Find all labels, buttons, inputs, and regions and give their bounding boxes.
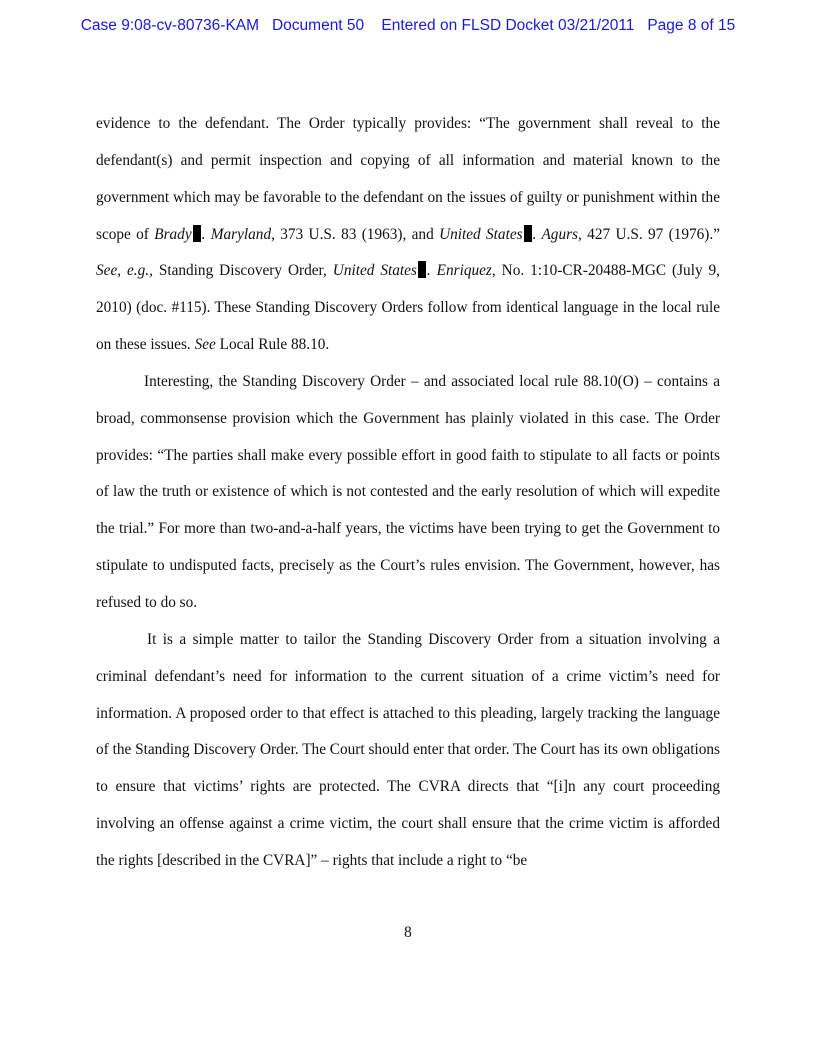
redaction-mark <box>418 261 426 278</box>
signal-see: See <box>194 336 216 354</box>
paragraph-3: It is a simple matter to tailor the Standing Discovery Order from a situation involving a criminal defendant’s need for information to the current situation of a crime victim’s need for information. A proposed order to that effect is attached to this pleading, largely tracking the language of the Standing Discovery Order. The Court should enter that order. The Court has its own obligations to ensure that victims’ rights are protected. The CVRA directs that “[i]n any court proceeding involving an offense against a crime victim, the court shall ensure that the crime victim is afforded the rights [described in the CVRA]” – rights that include a right to “be <box>96 630 720 869</box>
case-name-united-states: United States <box>439 225 523 243</box>
paragraph-2: Interesting, the Standing Discovery Order – and associated local rule 88.10(O) – contains a broad, commonsense provision which the Government has plainly violated in this case. The Order provides: “The parties shall make every possible effort in good faith to stipulate to all facts or points of law the truth or existence of which is not contested and the early resolution of which will expedite the trial.” For more than two-and-a-half years, the victims have been trying to get the Government to stipulate to undisputed facts, precisely as the Court’s rules envision. The Government, however, has refused to do so. <box>96 372 720 611</box>
p1-text-5: , No. 1:10-CR-20488-MGC (July 9, 2010) (doc. #115). These Standing Discovery Orders follow from identical language in the local rule on these issues. <box>96 262 721 354</box>
signal-see-eg: See, e.g., <box>96 262 153 280</box>
case-name-enriquez: . Enriquez <box>426 262 492 280</box>
paragraph-1 <box>96 106 720 364</box>
docket-header: Case 9:08-cv-80736-KAM Document 50 Entered on FLSD Docket 03/21/2011 Page 8 of 15 <box>80 17 736 34</box>
case-name-united-states-2: United States <box>332 262 417 280</box>
redaction-mark <box>524 225 532 242</box>
p1-text-4: Standing Discovery Order, <box>152 262 333 280</box>
p1-text-6: Local Rule 88.10. <box>215 336 330 354</box>
page-number: 8 <box>404 924 412 941</box>
case-name-brady: Brady <box>154 225 192 243</box>
case-name-agurs: . Agurs <box>532 225 579 243</box>
p1-text-2: , 373 U.S. 83 (1963), and <box>271 225 440 243</box>
case-name-maryland: . Maryland <box>201 225 272 243</box>
p1-text-3: , 427 U.S. 97 (1976).” <box>578 225 720 243</box>
p1-text-1: evidence to the defendant. The Order typically provides: “The government shall reveal to the defendant(s) and permit inspection and copying of all information and material known to the government which may be favorable to the defendant on the issues of guilty or punishment within the scope of <box>96 115 720 243</box>
redaction-mark <box>193 225 201 242</box>
document-body <box>96 106 720 880</box>
